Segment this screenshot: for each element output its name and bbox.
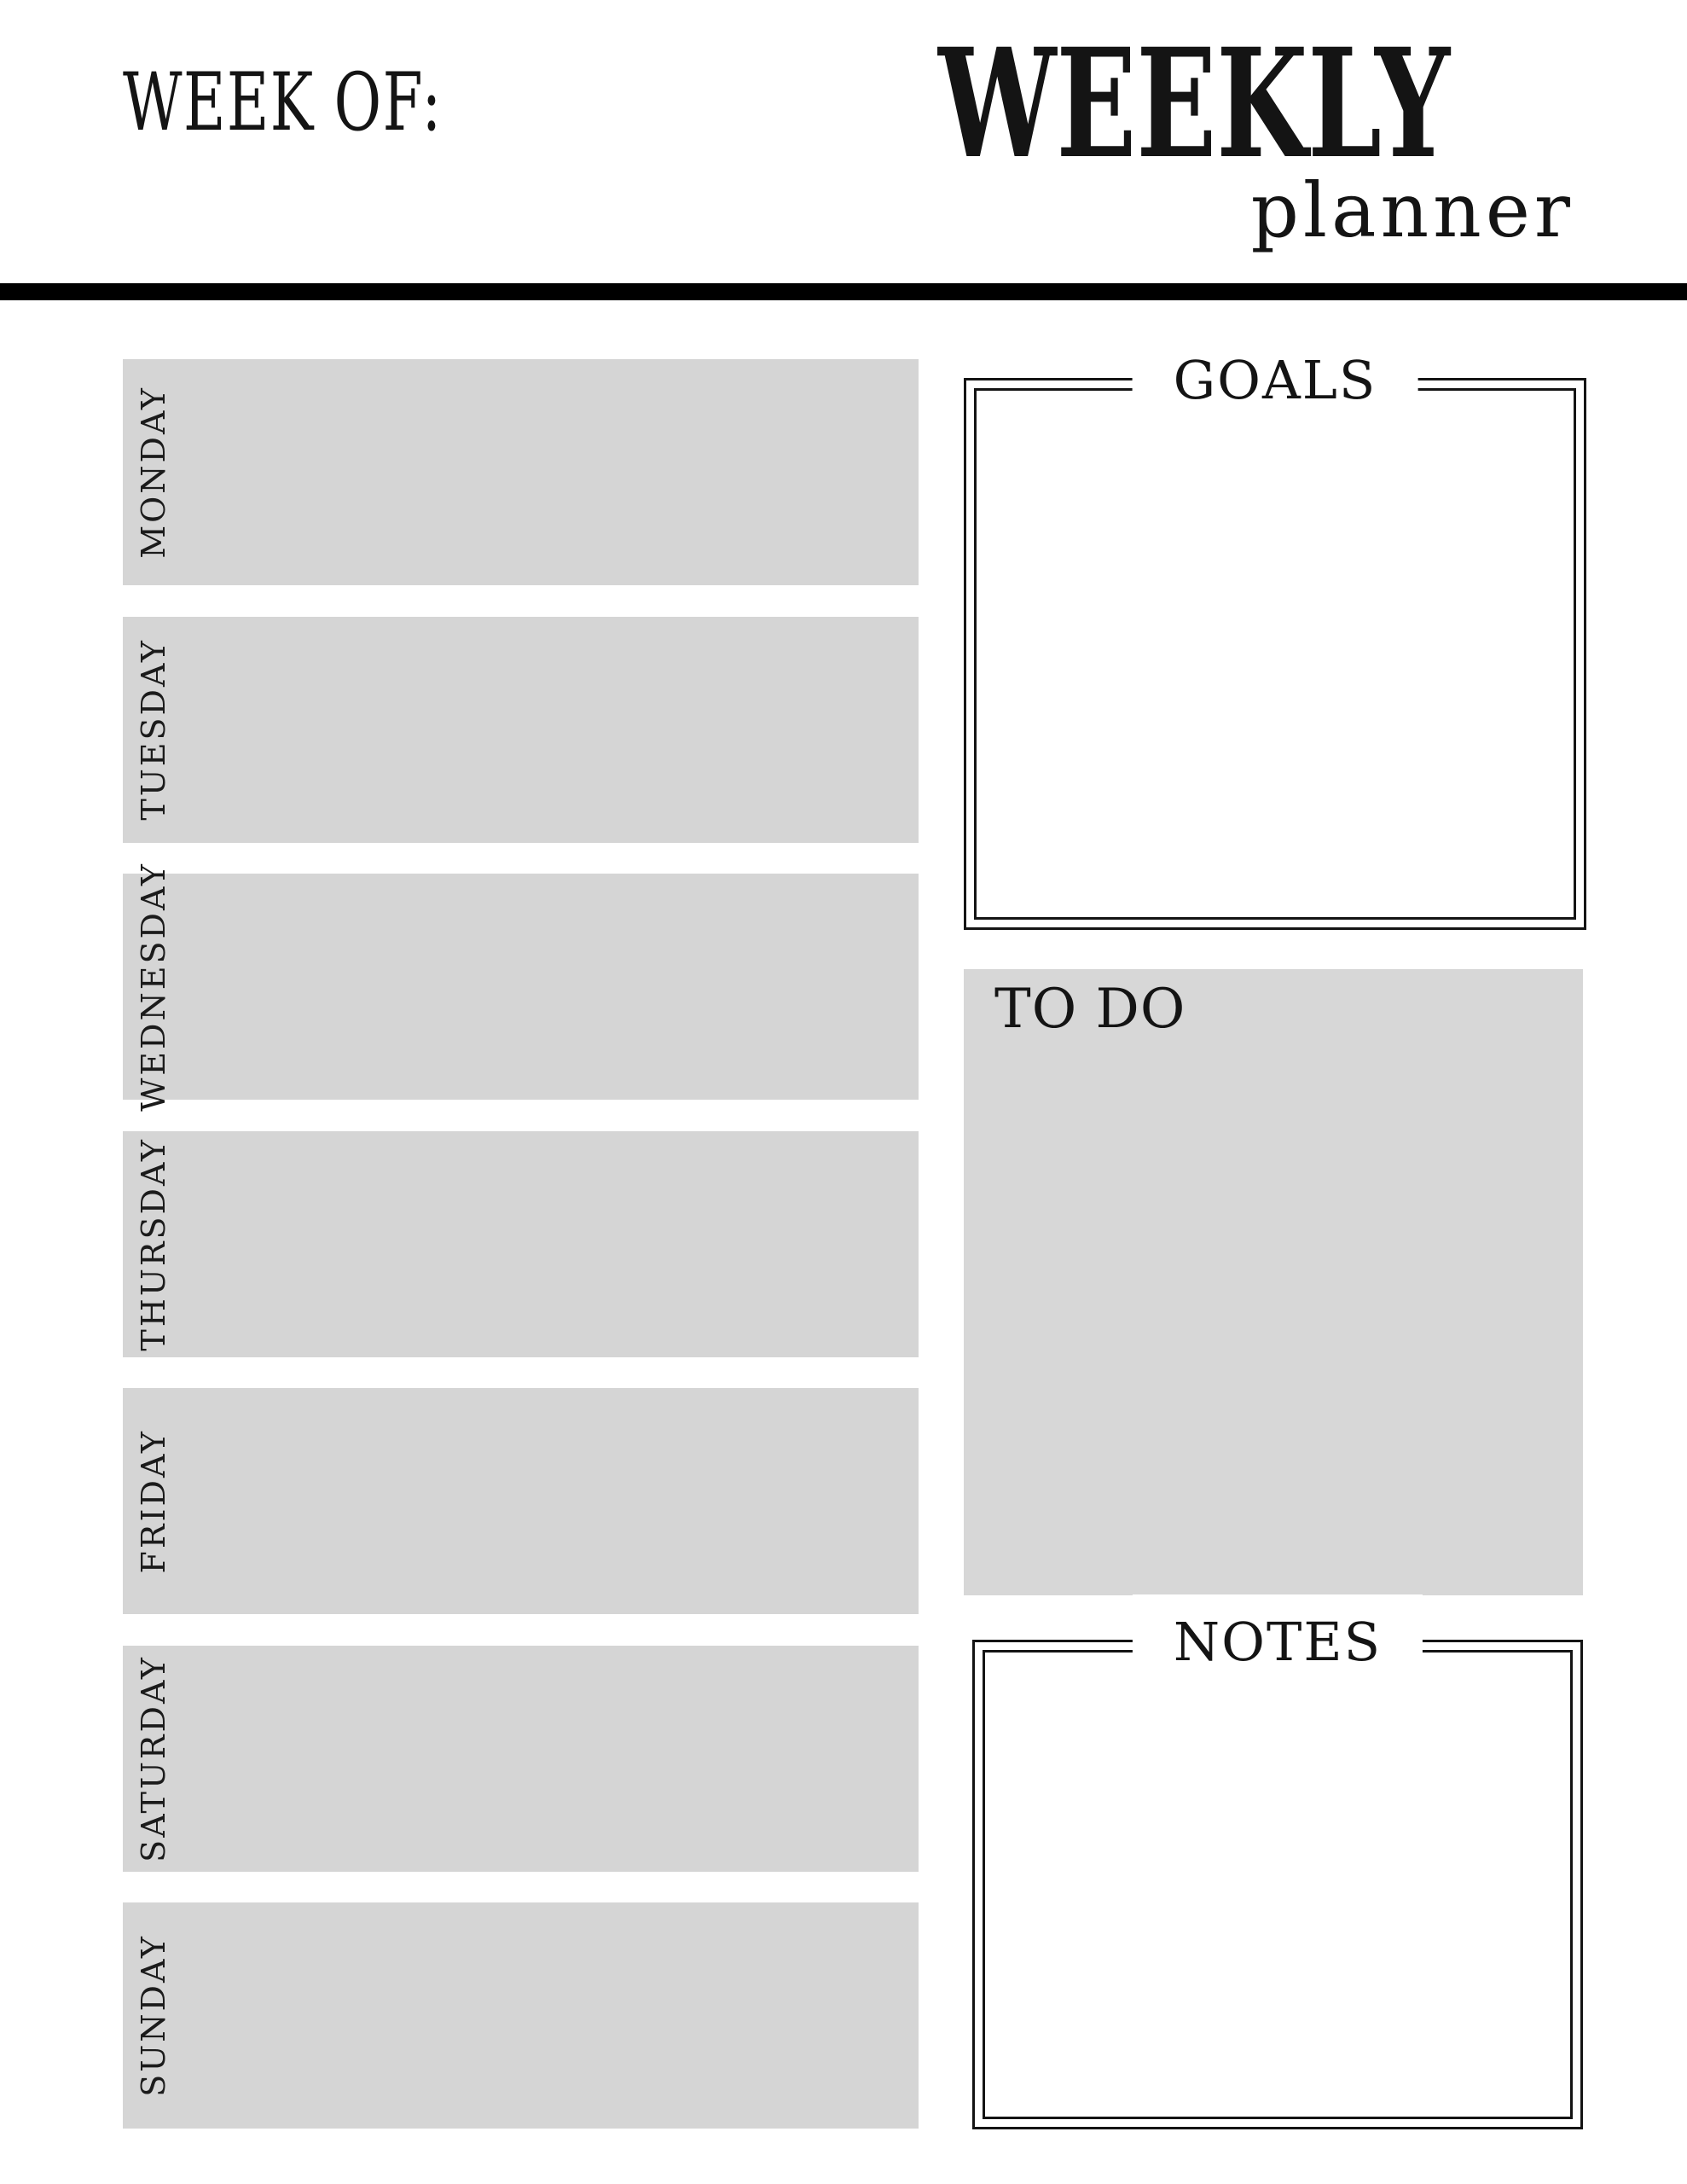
- day-label: MONDAY: [135, 386, 172, 559]
- day-row-saturday[interactable]: [123, 1646, 919, 1872]
- notes-inner-border: [983, 1650, 1573, 2119]
- goals-box: [964, 349, 1586, 930]
- day-row-thursday[interactable]: [123, 1131, 919, 1357]
- day-label: TUESDAY: [135, 638, 172, 821]
- day-label: SUNDAY: [135, 1934, 172, 2097]
- day-row-friday[interactable]: [123, 1388, 919, 1614]
- day-row-wednesday[interactable]: [123, 862, 919, 1112]
- day-row-tuesday[interactable]: [123, 617, 919, 843]
- day-label: SATURDAY: [135, 1654, 172, 1862]
- page-subtitle: planner: [1250, 166, 1574, 254]
- todo-panel[interactable]: [964, 969, 1583, 1595]
- page-title: WEEKLY: [938, 15, 1450, 192]
- notes-box: [972, 1611, 1583, 2129]
- notes-title: NOTES: [1133, 1594, 1423, 1690]
- divider-bar: [0, 283, 1687, 300]
- day-label: WEDNESDAY: [135, 862, 172, 1112]
- goals-inner-border: [974, 388, 1576, 920]
- goals-title: GOALS: [1133, 333, 1418, 428]
- todo-title: TO DO: [994, 978, 1186, 1041]
- week-of-label: WEEK OF:: [123, 56, 443, 149]
- day-list: [123, 359, 919, 2129]
- day-label: THURSDAY: [135, 1136, 172, 1351]
- day-label: FRIDAY: [135, 1428, 172, 1574]
- day-row-sunday[interactable]: [123, 1902, 919, 2129]
- day-row-monday[interactable]: [123, 359, 919, 585]
